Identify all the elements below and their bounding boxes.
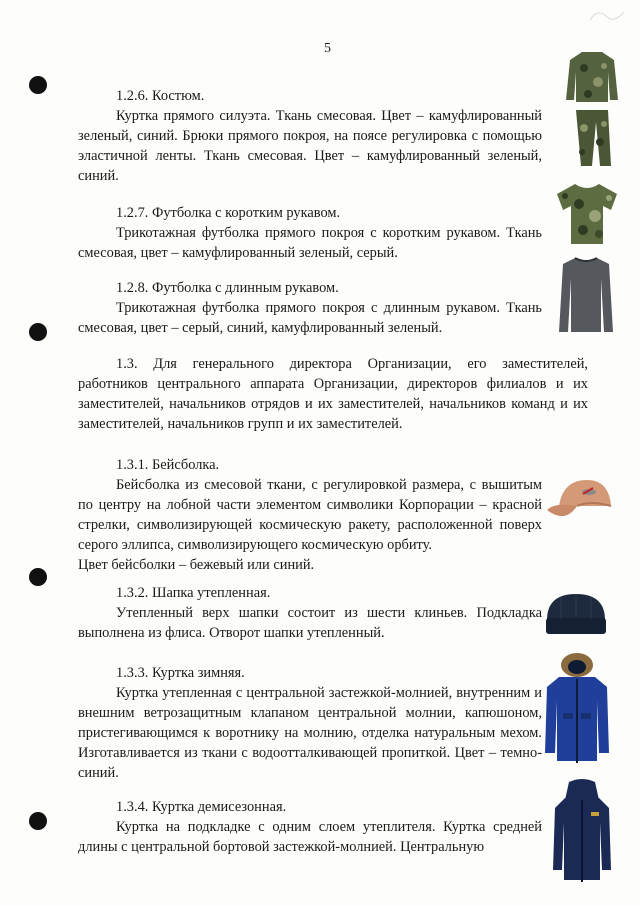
section-body: Куртка прямого силуэта. Ткань смесовая. Цвет – камуфлированный зеленый, синий. Брюки прямого покроя, на поясе регулировка с помощью эластичной ленты. Ткань смесовая. Цвет – камуфлированный зеленый, синий. <box>78 108 542 184</box>
section-1-3-1 <box>78 455 542 575</box>
section-heading: 1.2.8. Футболка с длинным рукавом. <box>116 280 339 296</box>
section-heading: 1.3.2. Шапка утепленная. <box>116 585 271 601</box>
section-heading: 1.3.1. Бейсболка. <box>116 457 220 473</box>
camouflage-suit-image <box>564 48 620 170</box>
section-body: Куртка на подкладке с одним слоем утеплителя. Куртка средней длины с центральной бортовой застежкой-молнией. Центральную <box>78 819 542 855</box>
section-body: Бейсболка из смесовой ткани, с регулировкой размера, с вышитым по центру на лобной части элементом символики Корпорации – красной стрелки, символизирующей космическую ракету, расположенной поверх серого эллипса, символизирующего космическую орбиту. <box>78 477 542 553</box>
section-body: Утепленный верх шапки состоит из шести клиньев. Подкладка выполнена из флиса. Отворот шапки утепленный. <box>78 605 542 641</box>
section-body: Трикотажная футболка прямого покроя с длинным рукавом. Ткань смесовая, цвет – серый, синий, камуфлированный зеленый. <box>78 300 542 336</box>
section-1-3 <box>78 354 588 434</box>
section-body-continued: Цвет бейсболки – бежевый или синий. <box>78 557 315 573</box>
winter-jacket-image <box>543 651 611 767</box>
section-1-3-2 <box>78 583 542 643</box>
binder-hole-mark <box>29 323 47 341</box>
section-body: Куртка утепленная с центральной застежкой-молнией, внутренним и внешним ветрозащитным клапаном центральной молнии, капюшоном, пристегивающимся к воротнику на молнию, отделка натуральным мехом. Изготавливается из ткани с водоотталкивающей пропиткой. Цвет – темно-синий. <box>78 685 542 781</box>
page-number: 5 <box>324 41 331 56</box>
binder-hole-mark <box>29 812 47 830</box>
section-1-2-8 <box>78 278 542 338</box>
section-heading: 1.3.4. Куртка демисезонная. <box>116 799 287 815</box>
section-1-3-3 <box>78 663 542 783</box>
section-heading: 1.3.3. Куртка зимняя. <box>116 665 245 681</box>
section-body: 1.3. Для генерального директора Организации, его заместителей, работников центрального аппарата Организации, директоров филиалов и их заместителей, начальников отрядов и их заместителей, начальников команд и их заместителей, начальников групп и их заместителей. <box>78 356 588 432</box>
camouflage-tshirt-image <box>555 180 619 246</box>
section-heading: 1.2.6. Костюм. <box>116 88 205 104</box>
section-1-2-7 <box>78 203 542 263</box>
binder-hole-mark <box>29 568 47 586</box>
section-heading: 1.2.7. Футболка с коротким рукавом. <box>116 205 341 221</box>
demi-season-jacket-image <box>551 778 613 884</box>
section-body: Трикотажная футболка прямого покроя с коротким рукавом. Ткань смесовая, цвет – камуфлированный зеленый, серый. <box>78 225 542 261</box>
long-sleeve-shirt-image <box>557 256 615 334</box>
winter-hat-image <box>543 592 609 636</box>
section-1-2-6 <box>78 86 542 186</box>
baseball-cap-image <box>545 476 615 528</box>
binder-hole-mark <box>29 76 47 94</box>
section-1-3-4 <box>78 797 542 857</box>
corner-scribble-mark <box>588 6 628 24</box>
